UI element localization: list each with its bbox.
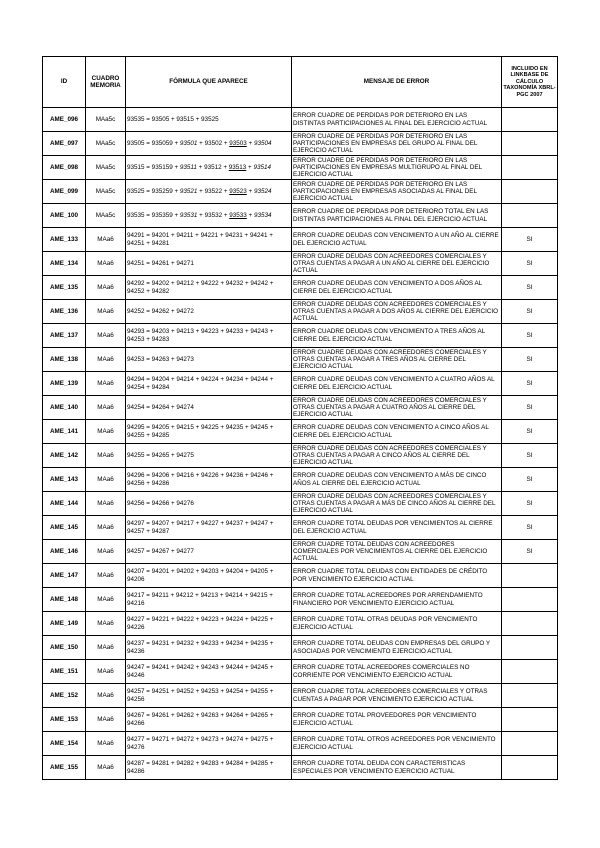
- formula-part: +: [246, 211, 254, 219]
- table-row: [43, 540, 558, 564]
- row-incluido: [502, 684, 558, 708]
- row-cuadro-memoria: MAa6: [86, 492, 126, 516]
- table-row: [43, 228, 558, 252]
- formula-part: 93511: [179, 163, 197, 171]
- row-cuadro-memoria: MAa6: [86, 420, 126, 444]
- row-mensaje-error: ERROR CUADRE DE PERDIDAS POR DETERIORO EN LAS PARTICIPACIONES EN EMPRESAS DEL GRUPO AL FINAL DEL EJERCICIO ACTUAL: [292, 132, 502, 156]
- row-incluido: SI: [502, 300, 558, 324]
- row-incluido: SI: [502, 348, 558, 372]
- row-incluido: [502, 564, 558, 588]
- row-mensaje-error: ERROR CUADRE DE PERDIDAS POR DETERIORO EN LAS PARTICIPACIONES EN EMPRESAS MULTIGRUPO AL FINAL DEL EJERCICIO ACTUAL: [292, 156, 502, 180]
- row-mensaje-error: ERROR CUADRE DEUDAS CON ACREEDORES COMERCIALES Y OTRAS CUENTAS A PAGAR A CINCO AÑOS AL CIERRE DEL EJERCICIO ACTUAL: [292, 444, 502, 468]
- formula-part: 93503: [229, 139, 247, 147]
- row-incluido: SI: [502, 492, 558, 516]
- row-formula: 94227 = 94221 + 94222 + 94223 + 94224 + 94225 + 94226: [126, 612, 292, 636]
- row-formula: 94277 = 94271 + 94272 + 94273 + 94274 + 94275 + 94276: [126, 732, 292, 756]
- table-row: [43, 732, 558, 756]
- row-id: AME_145: [43, 516, 86, 540]
- row-cuadro-memoria: MAa6: [86, 444, 126, 468]
- row-mensaje-error: ERROR CUADRE DEUDAS CON ACREEDORES COMERCIALES Y OTRAS CUENTAS A PAGAR A DOS AÑOS AL CIERRE DEL EJERCICIO ACTUAL: [292, 300, 502, 324]
- row-formula: 94296 = 94206 + 94216 + 94226 + 94236 + 94246 + 94256 + 94286: [126, 468, 292, 492]
- row-incluido: [502, 204, 558, 228]
- row-id: AME_155: [43, 756, 86, 780]
- row-id: AME_096: [43, 108, 86, 132]
- row-id: AME_134: [43, 252, 86, 276]
- table-row: [43, 636, 558, 660]
- row-cuadro-memoria: MAa6: [86, 276, 126, 300]
- row-id: AME_154: [43, 732, 86, 756]
- formula-part: + 93512 +: [196, 163, 229, 171]
- table-row: [43, 492, 558, 516]
- row-cuadro-memoria: MAa6: [86, 300, 126, 324]
- formula-part: 93524: [253, 187, 272, 195]
- table-row: [43, 660, 558, 684]
- row-cuadro-memoria: MAa6: [86, 468, 126, 492]
- formula-part: 93521: [179, 187, 198, 195]
- row-formula: 94217 = 94211 + 94212 + 94213 + 94214 + 94215 + 94216: [126, 588, 292, 612]
- row-id: AME_138: [43, 348, 86, 372]
- table-row: [43, 516, 558, 540]
- header-incluido: INCLUIDO EN LINKBASE DE CÁLCULO TAXONOMÍA XBRL-PGC 2007: [502, 57, 558, 108]
- row-incluido: [502, 612, 558, 636]
- row-incluido: SI: [502, 276, 558, 300]
- formula-part: 93525 = 935259 +: [127, 187, 180, 195]
- table-row: [43, 204, 558, 228]
- row-incluido: [502, 708, 558, 732]
- table-row: [43, 372, 558, 396]
- row-mensaje-error: ERROR CUADRE TOTAL DEUDAS CON EMPRESAS DEL GRUPO Y ASOCIADAS POR VENCIMIENTO EJERCICIO ACTUAL: [292, 636, 502, 660]
- row-incluido: SI: [502, 444, 558, 468]
- row-incluido: [502, 636, 558, 660]
- row-formula: 94253 = 94263 + 94273: [126, 348, 292, 372]
- row-mensaje-error: ERROR CUADRE TOTAL OTRAS DEUDAS POR VENCIMIENTO EJERCICIO ACTUAL: [292, 612, 502, 636]
- row-incluido: [502, 180, 558, 204]
- row-formula: 93535 = 93505 + 93515 + 93525: [126, 108, 292, 132]
- row-cuadro-memoria: MAa5c: [86, 204, 126, 228]
- row-id: AME_142: [43, 444, 86, 468]
- row-id: AME_149: [43, 612, 86, 636]
- row-cuadro-memoria: MAa6: [86, 348, 126, 372]
- row-id: AME_150: [43, 636, 86, 660]
- row-incluido: SI: [502, 252, 558, 276]
- row-mensaje-error: ERROR CUADRE TOTAL ACREEDORES COMERCIALES Y OTRAS CUENTAS A PAGAR POR VENCIMIENTO EJERCICIO ACTUAL: [292, 684, 502, 708]
- formula-part: + 93522 +: [197, 187, 230, 195]
- row-mensaje-error: ERROR CUADRE TOTAL ACREEDORES POR ARRENDAMIENTO FINANCIERO POR VENCIMIENTO EJERCICIO ACTUAL: [292, 588, 502, 612]
- header-row: [43, 57, 558, 108]
- row-cuadro-memoria: MAa6: [86, 708, 126, 732]
- row-mensaje-error: ERROR CUADRE DEUDAS CON ACREEDORES COMERCIALES Y OTRAS CUENTAS A PAGAR A MÁS DE CINCO AÑOS AL CIERRE DEL EJERCICIO ACTUAL: [292, 492, 502, 516]
- row-id: AME_147: [43, 564, 86, 588]
- row-cuadro-memoria: MAa5c: [86, 180, 126, 204]
- header-id: ID: [43, 57, 86, 108]
- row-formula: 94255 = 94265 + 94275: [126, 444, 292, 468]
- row-mensaje-error: ERROR CUADRE DEUDAS CON VENCIMIENTO A CUATRO AÑOS AL CIERRE DEL EJERCICIO ACTUAL: [292, 372, 502, 396]
- table-body: [43, 108, 558, 780]
- row-formula: 94267 = 94261 + 94262 + 94263 + 94264 + 94265 + 94266: [126, 708, 292, 732]
- table-row: [43, 180, 558, 204]
- table-row: [43, 132, 558, 156]
- row-cuadro-memoria: MAa6: [86, 564, 126, 588]
- row-id: AME_136: [43, 300, 86, 324]
- row-cuadro-memoria: MAa5c: [86, 132, 126, 156]
- row-formula: 94256 = 94266 + 94276: [126, 492, 292, 516]
- row-id: AME_144: [43, 492, 86, 516]
- table-row: [43, 156, 558, 180]
- row-formula: [126, 204, 292, 228]
- row-cuadro-memoria: MAa6: [86, 540, 126, 564]
- row-id: AME_097: [43, 132, 86, 156]
- row-formula: 94295 = 94205 + 94215 + 94225 + 94235 + 94245 + 94255 + 94285: [126, 420, 292, 444]
- table-row: [43, 300, 558, 324]
- row-cuadro-memoria: MAa6: [86, 588, 126, 612]
- row-formula: 94293 = 94203 + 94213 + 94223 + 94233 + 94243 + 94253 + 94283: [126, 324, 292, 348]
- row-formula: [126, 156, 292, 180]
- row-incluido: [502, 588, 558, 612]
- formula-part: 93505 = 935059 +: [127, 139, 180, 147]
- row-incluido: SI: [502, 540, 558, 564]
- row-cuadro-memoria: MAa6: [86, 396, 126, 420]
- table-row: [43, 108, 558, 132]
- row-id: AME_141: [43, 420, 86, 444]
- row-mensaje-error: ERROR CUADRE DEUDAS CON ACREEDORES COMERCIALES Y OTRAS CUENTAS A PAGAR A UN AÑO AL CIERRE DEL EJERCICIO ACTUAL: [292, 252, 502, 276]
- row-cuadro-memoria: MAa6: [86, 636, 126, 660]
- row-mensaje-error: ERROR CUADRE TOTAL DEUDAS CON ACREEDORES COMERCIALES POR VENCIMIENTOS AL CIERRE DEL EJERCICIO ACTUAL: [292, 540, 502, 564]
- row-id: AME_100: [43, 204, 86, 228]
- row-id: AME_140: [43, 396, 86, 420]
- table-row: [43, 684, 558, 708]
- row-formula: 94291 = 94201 + 94211 + 94221 + 94231 + 94241 + 94251 + 94281: [126, 228, 292, 252]
- row-id: AME_153: [43, 708, 86, 732]
- row-mensaje-error: ERROR CUADRE DE PERDIDAS POR DETERIORO TOTAL EN LAS DISTINTAS PARTICIPACIONES AL FINAL DEL EJERCICIO ACTUAL: [292, 204, 502, 228]
- formula-part: 93515 = 935159 +: [127, 163, 180, 171]
- table-row: [43, 444, 558, 468]
- row-cuadro-memoria: MAa6: [86, 516, 126, 540]
- row-formula: 94257 = 94251 + 94252 + 94253 + 94254 + 94255 + 94256: [126, 684, 292, 708]
- row-mensaje-error: ERROR CUADRE DEUDAS CON VENCIMIENTO A CINCO AÑOS AL CIERRE DEL EJERCICIO ACTUAL: [292, 420, 502, 444]
- row-mensaje-error: ERROR CUADRE TOTAL DEUDAS CON ENTIDADES DE CRÉDITO POR VENCIMIENTO EJERCICIO ACTUAL: [292, 564, 502, 588]
- row-mensaje-error: ERROR CUADRE DEUDAS CON VENCIMIENTO A TRES AÑOS AL CIERRE DEL EJERCICIO ACTUAL: [292, 324, 502, 348]
- formula-part: 93531: [179, 211, 198, 219]
- row-id: AME_143: [43, 468, 86, 492]
- row-cuadro-memoria: MAa6: [86, 732, 126, 756]
- formula-part: +: [246, 163, 254, 171]
- row-incluido: [502, 660, 558, 684]
- header-mensaje-error: MENSAJE DE ERROR: [292, 57, 502, 108]
- table-row: [43, 420, 558, 444]
- row-mensaje-error: ERROR CUADRE DEUDAS CON ACREEDORES COMERCIALES Y OTRAS CUENTAS A PAGAR A CUATRO AÑOS AL CIERRE DEL EJERCICIO ACTUAL: [292, 396, 502, 420]
- row-id: AME_137: [43, 324, 86, 348]
- row-incluido: SI: [502, 372, 558, 396]
- row-mensaje-error: ERROR CUADRE TOTAL ACREEDORES COMERCIALES NO CORRIENTE POR VENCIMIENTO EJERCICIO ACTUAL: [292, 660, 502, 684]
- row-mensaje-error: ERROR CUADRE DE PERDIDAS POR DETERIORO EN LAS DISTINTAS PARTICIPACIONES AL FINAL DEL EJERCICIO ACTUAL: [292, 108, 502, 132]
- row-formula: 94247 = 94241 + 94242 + 94243 + 94244 + 94245 + 94246: [126, 660, 292, 684]
- row-mensaje-error: ERROR CUADRE TOTAL OTROS ACREEDORES POR VENCIMIENTO EJERCICIO ACTUAL: [292, 732, 502, 756]
- row-mensaje-error: ERROR CUADRE TOTAL PROVEEDORES POR VENCIMIENTO EJERCICIO ACTUAL: [292, 708, 502, 732]
- row-formula: 94287 = 94281 + 94282 + 94283 + 94284 + 94285 + 94286: [126, 756, 292, 780]
- row-formula: 94297 = 94207 + 94217 + 94227 + 94237 + 94247 + 94257 + 94287: [126, 516, 292, 540]
- row-mensaje-error: ERROR CUADRE TOTAL DEUDAS POR VENCIMIENTOS AL CIERRE DEL EJERCICIO ACTUAL: [292, 516, 502, 540]
- row-mensaje-error: ERROR CUADRE TOTAL DEUDA CON CARACTERISTICAS ESPECIALES POR VENCIMIENTO EJERCICIO ACTUAL: [292, 756, 502, 780]
- formula-part: 93523: [229, 187, 247, 195]
- row-incluido: SI: [502, 516, 558, 540]
- row-incluido: [502, 756, 558, 780]
- row-formula: 94252 = 94262 + 94272: [126, 300, 292, 324]
- table-row: [43, 252, 558, 276]
- row-mensaje-error: ERROR CUADRE DEUDAS CON ACREEDORES COMERCIALES Y OTRAS CUENTAS A PAGAR A TRES AÑOS AL CIERRE DEL EJERCICIO ACTUAL: [292, 348, 502, 372]
- row-formula: 94254 = 94264 + 94274: [126, 396, 292, 420]
- row-formula: 94257 = 94267 + 94277: [126, 540, 292, 564]
- row-cuadro-memoria: MAa6: [86, 228, 126, 252]
- formula-part: 93534: [253, 211, 272, 219]
- row-id: AME_135: [43, 276, 86, 300]
- row-cuadro-memoria: MAa6: [86, 372, 126, 396]
- formula-part: 93535 = 935359 +: [127, 211, 180, 219]
- row-id: AME_148: [43, 588, 86, 612]
- header-cuadro-memoria: CUADRO MEMORIA: [86, 57, 126, 108]
- table-row: [43, 564, 558, 588]
- row-incluido: SI: [502, 324, 558, 348]
- formula-part: 93514: [253, 163, 272, 171]
- row-cuadro-memoria: MAa5c: [86, 156, 126, 180]
- row-mensaje-error: ERROR CUADRE DEUDAS CON VENCIMIENTO A MÁS DE CINCO AÑOS AL CIERRE DEL EJERCICIO ACTUAL: [292, 468, 502, 492]
- table-row: [43, 324, 558, 348]
- row-cuadro-memoria: MAa6: [86, 612, 126, 636]
- row-cuadro-memoria: MAa6: [86, 756, 126, 780]
- table-row: [43, 396, 558, 420]
- row-incluido: [502, 108, 558, 132]
- row-formula: 94294 = 94204 + 94214 + 94224 + 94234 + 94244 + 94254 + 94284: [126, 372, 292, 396]
- header-formula: FÓRMULA QUE APARECE: [126, 57, 292, 108]
- row-formula: [126, 180, 292, 204]
- table-row: [43, 276, 558, 300]
- formula-part: 93501: [179, 139, 198, 147]
- row-id: AME_098: [43, 156, 86, 180]
- row-mensaje-error: ERROR CUADRE DE PERDIDAS POR DETERIORO EN LAS PARTICIPACIONES EN EMPRESAS ASOCIADAS AL FINAL DEL EJERCICIO ACTUAL: [292, 180, 502, 204]
- row-mensaje-error: ERROR CUADRE DEUDAS CON VENCIMIENTO A DOS AÑOS AL CIERRE DEL EJERCICIO ACTUAL: [292, 276, 502, 300]
- formula-part: +: [246, 187, 254, 195]
- row-incluido: [502, 132, 558, 156]
- row-formula: 94251 = 94261 + 94271: [126, 252, 292, 276]
- table-row: [43, 708, 558, 732]
- row-incluido: [502, 732, 558, 756]
- row-incluido: SI: [502, 228, 558, 252]
- row-formula: 94292 = 94202 + 94212 + 94222 + 94232 + 94242 + 94252 + 94282: [126, 276, 292, 300]
- table-row: [43, 468, 558, 492]
- row-id: AME_133: [43, 228, 86, 252]
- row-incluido: SI: [502, 468, 558, 492]
- formula-part: 93513: [228, 163, 247, 171]
- table-row: [43, 348, 558, 372]
- row-formula: [126, 132, 292, 156]
- row-mensaje-error: ERROR CUADRE DEUDAS CON VENCIMIENTO A UN AÑO AL CIERRE DEL EJERCICIO ACTUAL: [292, 228, 502, 252]
- row-incluido: SI: [502, 420, 558, 444]
- row-cuadro-memoria: MAa6: [86, 660, 126, 684]
- row-cuadro-memoria: MAa6: [86, 684, 126, 708]
- table-row: [43, 756, 558, 780]
- formula-part: + 93532 +: [197, 211, 230, 219]
- row-formula: 94237 = 94231 + 94232 + 94233 + 94234 + 94235 + 94236: [126, 636, 292, 660]
- row-id: AME_146: [43, 540, 86, 564]
- table-row: [43, 612, 558, 636]
- row-formula: 94207 = 94201 + 94202 + 94203 + 94204 + 94205 + 94206: [126, 564, 292, 588]
- row-incluido: SI: [502, 396, 558, 420]
- row-incluido: [502, 156, 558, 180]
- formula-part: +: [246, 139, 254, 147]
- row-id: AME_099: [43, 180, 86, 204]
- table-row: [43, 588, 558, 612]
- formula-part: + 93502 +: [197, 139, 230, 147]
- formula-part: 93533: [229, 211, 247, 219]
- row-id: AME_139: [43, 372, 86, 396]
- row-cuadro-memoria: MAa5c: [86, 108, 126, 132]
- error-table: [42, 56, 558, 780]
- row-id: AME_151: [43, 660, 86, 684]
- row-cuadro-memoria: MAa6: [86, 252, 126, 276]
- row-cuadro-memoria: MAa6: [86, 324, 126, 348]
- formula-part: 93504: [253, 139, 272, 147]
- row-id: AME_152: [43, 684, 86, 708]
